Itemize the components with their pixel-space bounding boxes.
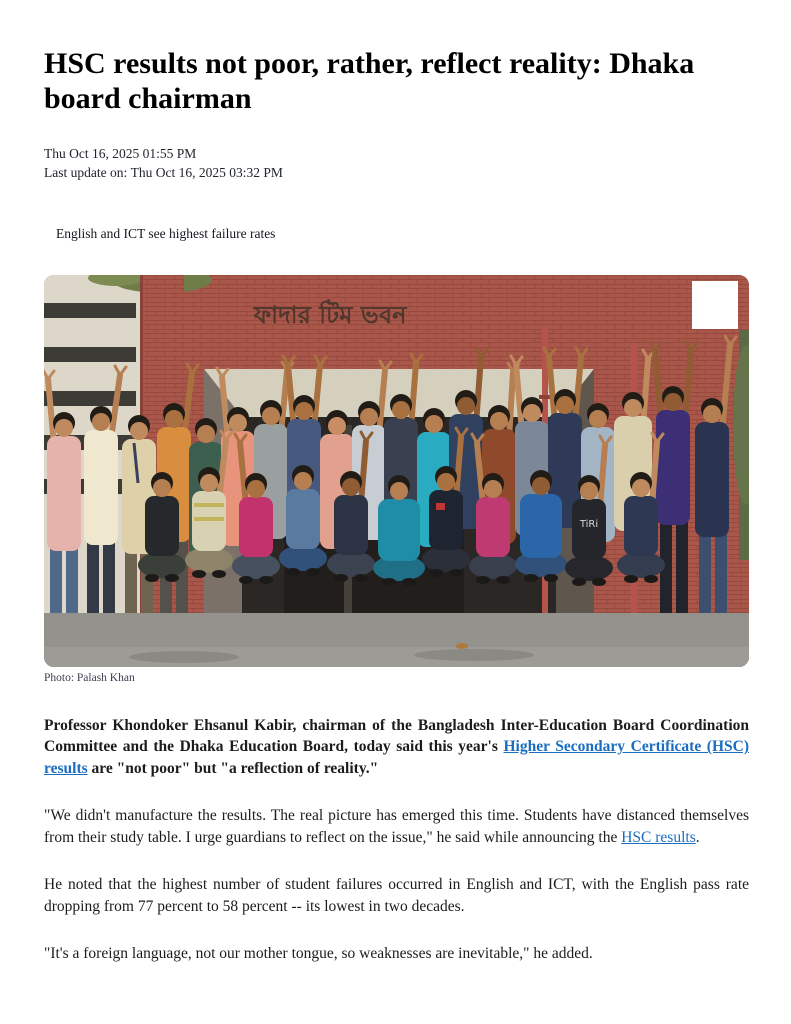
published-date: Thu Oct 16, 2025 01:55 PM — [44, 145, 197, 161]
shirt-print-text: TiRi — [579, 518, 599, 530]
hsc-results-link-1[interactable]: Higher Secondary Certificate (HSC) results — [44, 738, 750, 777]
article-photo — [44, 275, 749, 684]
building-sign-text: ফাদার টিম ভবন — [253, 300, 407, 329]
paragraph-3: He noted that the highest number of student failures occurred in English and ICT, with the English pass rate dropping from 77 percent to 58 percent -- its lowest in two decades. — [44, 876, 749, 915]
paragraph-2 — [44, 805, 749, 848]
photo-credit: Photo: Palash Khan — [44, 671, 135, 684]
lead-text-before: Professor Khondoker Ehsanul Kabir, chairman of the Bangladesh Inter-Education Board Coordination Committee and the Dhaka Education Board, today said this year's — [44, 716, 749, 756]
paragraph-4: "It's a foreign language, not our mother tongue, so weaknesses are inevitable," he added. — [44, 945, 593, 963]
article-subtitle: English and ICT see highest failure rates — [56, 225, 276, 241]
photo-illustration — [44, 275, 749, 667]
lead-text-after: are "not poor" but "a reflection of reality." — [87, 759, 379, 777]
article-headline: HSC results not poor, rather, reflect reality: Dhaka board chairman — [44, 47, 695, 116]
p2-text-before: "We didn't manufacture the results. The real picture has emerged this time. Students have distanced themselves from their study table. I urge guardians to reflect on the issue," he said while announcing the — [44, 807, 749, 846]
lead-paragraph — [44, 715, 749, 780]
dateline — [44, 144, 749, 182]
pavement — [44, 613, 749, 667]
hsc-results-link-2[interactable]: HSC results — [621, 828, 696, 846]
article-body — [44, 715, 749, 965]
p2-text-after: . — [695, 828, 700, 846]
last-update-value: Thu Oct 16, 2025 03:32 PM — [130, 164, 283, 180]
last-update-line — [44, 163, 749, 182]
last-update-label: Last update on: — [44, 164, 128, 180]
photo-watermark-blank — [692, 281, 738, 329]
